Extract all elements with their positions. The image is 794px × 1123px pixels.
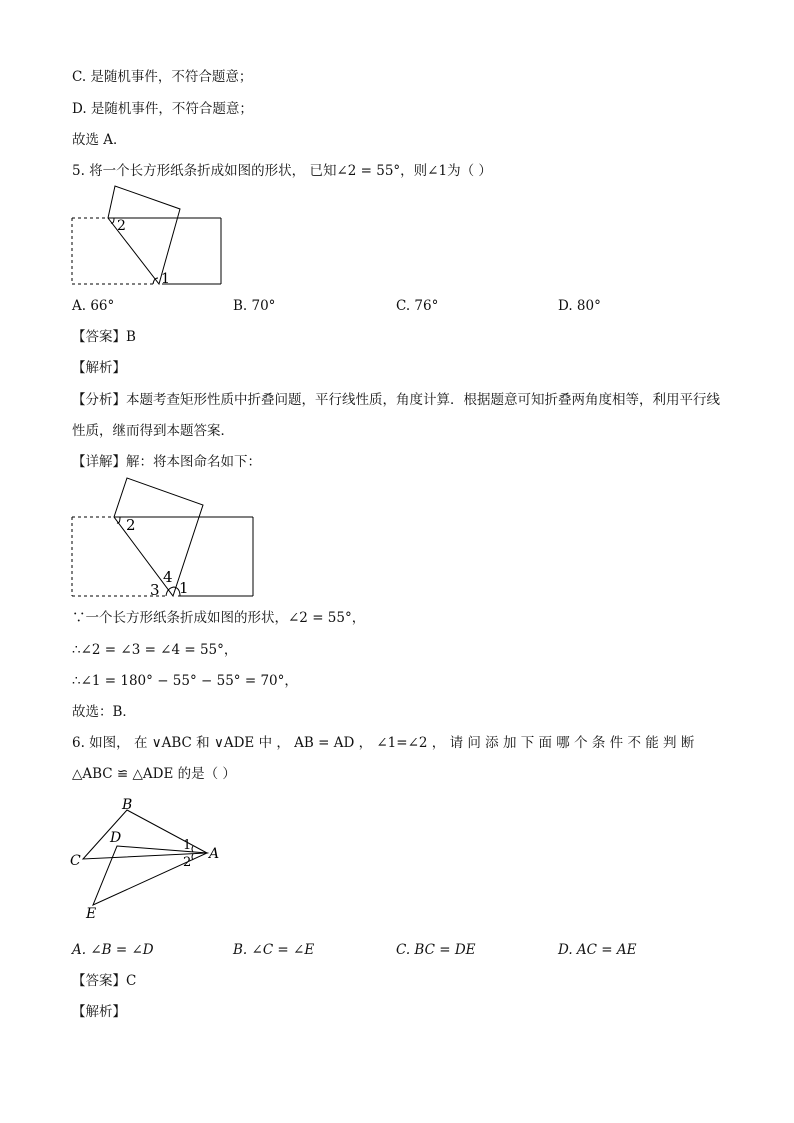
q6-figure-label-b: B xyxy=(122,797,133,813)
q6-figure-angle2-arc xyxy=(192,854,193,860)
q6-figure-label-d: D xyxy=(110,830,122,846)
prev-option-d-explanation: D. 是随机事件，不符合题意； xyxy=(72,101,253,117)
q6-stem-line1: 6. 如图， 在 ∨ABC 和 ∨ADE 中 ， AB = AD ， ∠1=∠2 ， 请 问 添 加 下 面 哪 个 条 件 不 能 判 断 xyxy=(72,735,695,751)
q5-step-given: ∵一个长方形纸条折成如图的形状，∠2 = 55°， xyxy=(72,610,366,626)
q5-detail-intro: 【详解】解：将本图命名如下： xyxy=(72,454,261,470)
q6-jiexi-heading: 【解析】 xyxy=(72,1004,126,1020)
q5-stem: 5. 将一个长方形纸条折成如图的形状， 已知∠2 = 55°，则∠1为（ ） xyxy=(72,163,492,179)
q5-solution-figure-label-4: 4 xyxy=(163,568,173,586)
q5-option-a: A. 66° xyxy=(72,298,115,314)
q5-select-conclusion: 故选：B． xyxy=(72,704,136,720)
q5-solution-figure-label-1: 1 xyxy=(179,579,189,597)
q5-option-c: C. 76° xyxy=(396,298,439,314)
q5-answer: 【答案】B xyxy=(72,329,136,345)
prev-option-c-explanation: C. 是随机事件，不符合题意； xyxy=(72,69,253,85)
q5-option-b: B. 70° xyxy=(233,298,276,314)
q5-jiexi-heading: 【解析】 xyxy=(72,360,126,376)
q5-figure-folded-part xyxy=(108,186,180,284)
q5-step-equal-angles: ∴∠2 = ∠3 = ∠4 = 55°， xyxy=(72,642,238,658)
q5-solution-figure xyxy=(66,474,258,602)
q6-stem-line2: △ABC ≌ △ADE 的是（ ） xyxy=(72,766,236,782)
q5-solution-figure-label-3: 3 xyxy=(150,581,160,599)
q5-figure xyxy=(66,182,231,290)
q5-figure-label-1: 1 xyxy=(161,271,170,287)
q6-option-b: B. ∠C = ∠E xyxy=(233,942,315,958)
q6-figure-label-a: A xyxy=(209,846,220,862)
q6-figure-angle1-arc xyxy=(192,846,193,852)
q5-step-compute: ∴∠1 = 180° − 55° − 55° = 70°， xyxy=(72,673,298,689)
q6-option-c: C. BC = DE xyxy=(396,942,476,958)
q6-figure-label-c: C xyxy=(70,853,81,869)
q6-figure-label-1: 1 xyxy=(183,838,192,853)
q6-figure-label-2: 2 xyxy=(183,855,192,870)
q6-option-d: D. AC = AE xyxy=(558,942,637,958)
prev-select-conclusion: 故选 A． xyxy=(72,132,127,148)
q6-option-a: A. ∠B = ∠D xyxy=(72,942,154,958)
q5-figure-strip-dashed xyxy=(72,218,154,284)
q6-answer: 【答案】C xyxy=(72,973,137,989)
q6-figure xyxy=(66,794,226,924)
q5-option-d: D. 80° xyxy=(558,298,601,314)
q5-solution-figure-label-2: 2 xyxy=(126,516,136,534)
q6-figure-label-e: E xyxy=(86,906,97,922)
q5-figure-label-2: 2 xyxy=(117,218,126,234)
q5-analysis: 【分析】本题考查矩形性质中折叠问题，平行线性质，角度计算．根据题意可知折叠两角度相等，利用平行线性质，继而得到本题答案． xyxy=(72,392,720,439)
q5-solution-figure-folded-part xyxy=(114,478,203,596)
